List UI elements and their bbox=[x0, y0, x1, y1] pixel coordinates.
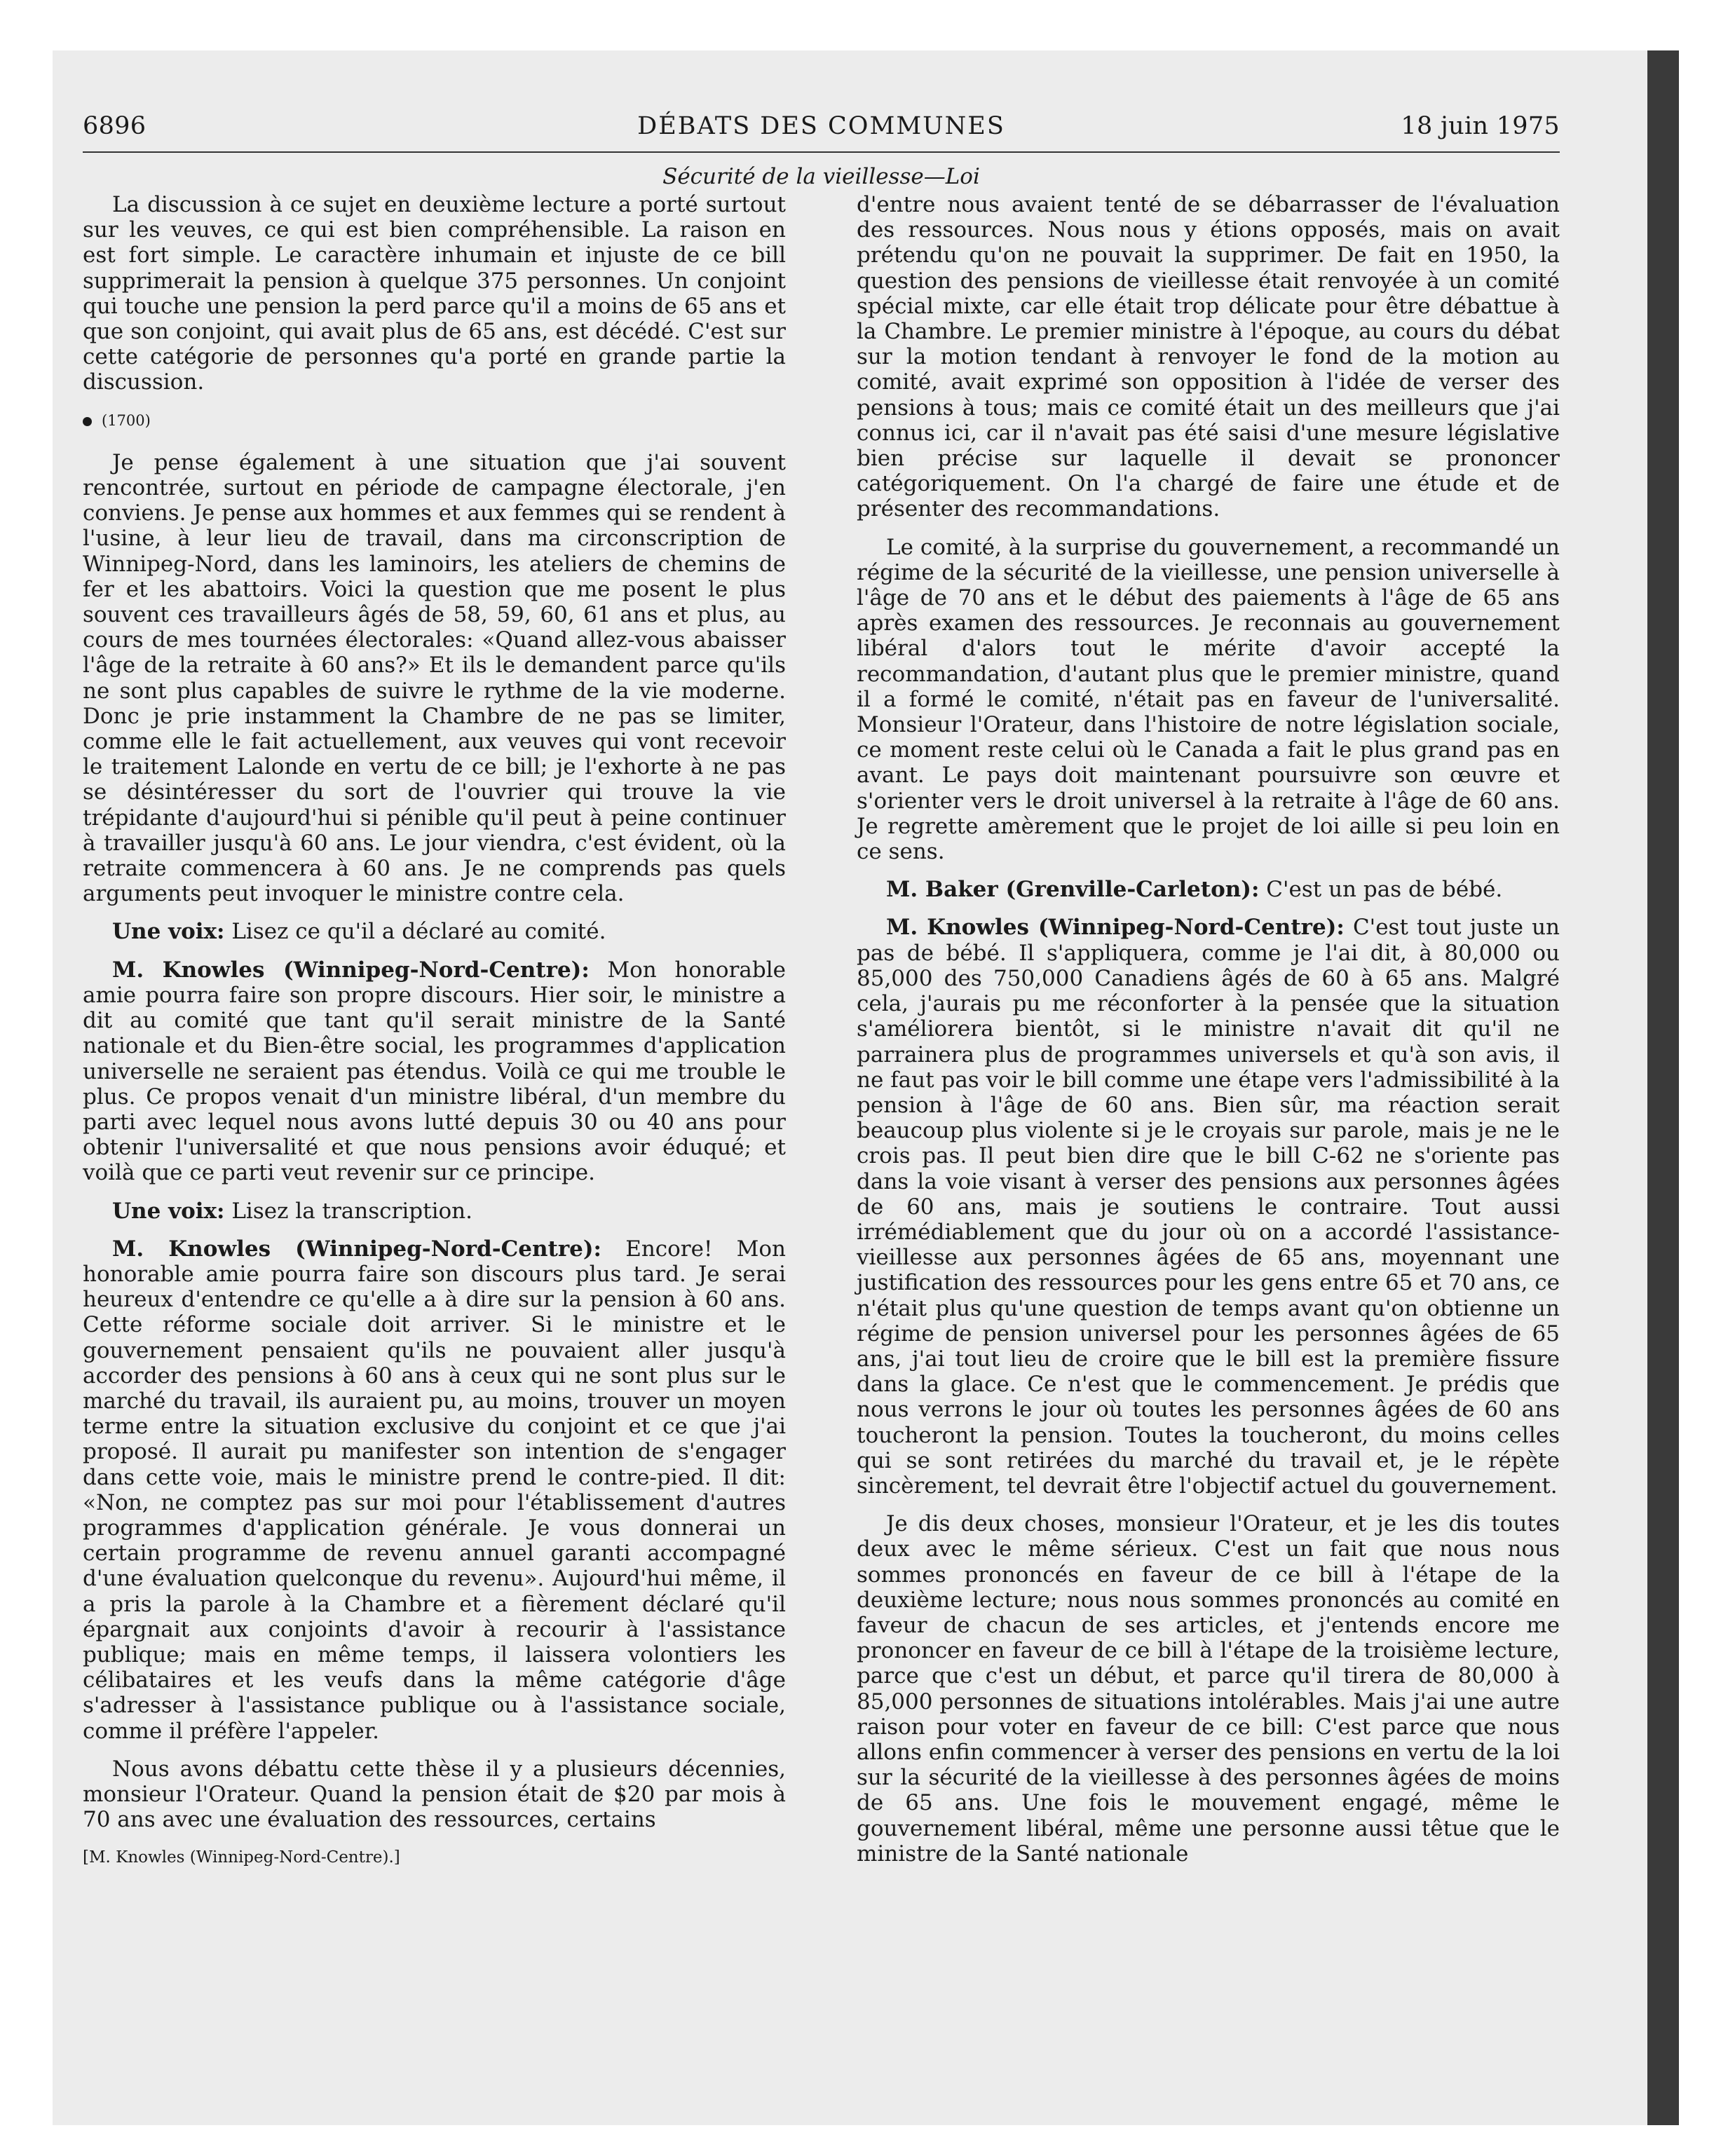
speech bbox=[83, 1236, 786, 1744]
speech-text: Encore! Mon honorable amie pourra faire son discours plus tard. Je serai heureux d'entendre ce qu'elle a à dire sur la pension à 60 ans. Cette réforme sociale doit arriver. Si le ministre et le gouvernement pensaient qu'ils ne pouvaient aller jusqu'à accorder des pensions à 60 ans à ceux qui ne sont plus sur le marché du travail, ils auraient pu, au moins, trouver un moyen terme entre la situation exclusive du conjoint et ce que j'ai proposé. Il aurait pu manifester son intention de s'engager dans cette voie, mais le ministre prend le contre-pied. Il dit: «Non, ne comptez pas sur moi pour l'établissement d'autres programmes d'application générale. Je vous donnerai un certain programme de revenu annuel garanti accompagné d'une évaluation quelconque du revenu». Aujourd'hui même, il a pris la parole à la Chambre et a fièrement déclaré qu'il épargnait aux conjoints d'avoir à recourir à l'assistance publique; mais en même temps, il laissera volontiers les célibataires et les veufs dans la même catégorie d'âge s'adresser à l'assistance publique ou à l'assistance sociale, comme il préfère l'appeler. bbox=[83, 1236, 786, 1744]
section-subtitle: Sécurité de la vieillesse—Loi bbox=[662, 164, 980, 189]
speech-text: Lisez la transcription. bbox=[231, 1198, 472, 1224]
speech bbox=[83, 919, 786, 944]
speech-text: Mon honorable amie pourra faire son propre discours. Hier soir, le ministre a dit au comité que tant qu'il serait ministre de la Santé nationale et du Bien-être social, les programmes d'application universelle ne seraient pas étendus. Voilà ce qui me trouble le plus. Ce propos venait d'un ministre libéral, d'un membre du parti avec lequel nous avons lutté depuis 30 ou 40 ans pour obtenir l'universalité et que nous pensions avoir éduqué; et voilà que ce parti veut revenir sur ce principe. bbox=[83, 957, 786, 1186]
paragraph: d'entre nous avaient tenté de se débarrasser de l'évaluation des ressources. Nous nous y étions opposés, mais on avait prétendu qu'on ne pouvait la supprimer. De fait en 1950, la question des pensions de vieillesse était renvoyée à un comité spécial mixte, car elle était trop délicate pour être débattue à la Chambre. Le premier ministre à l'époque, au cours du débat sur la motion tendant à renvoyer le fond de la motion au comité, avait exprimé son opposition à l'idée de verser des pensions à tous; mais ce comité était un des meilleurs que j'ai connus ici, car il n'avait pas été saisi d'une mesure législative bien précise sur laquelle il devait se prononcer catégoriquement. On l'a chargé de faire une étude et de présenter des recommandations. bbox=[857, 192, 1560, 522]
header-date: 18 juin 1975 bbox=[1401, 112, 1560, 140]
speaker-name: M. Knowles (Winnipeg-Nord-Centre): bbox=[112, 957, 590, 983]
speech bbox=[83, 1199, 786, 1224]
paragraph: Le comité, à la surprise du gouvernement, a recommandé un régime de la sécurité de la vieillesse, une pension universelle à l'âge de 70 ans et le début des paiements à l'âge de 65 ans après examen des ressources. Je reconnais au gouvernement libéral d'alors tout le mérite d'avoir accepté la recommandation, d'autant plus que le premier ministre, quand il a formé le comité, n'était pas en faveur de l'universalité. Monsieur l'Orateur, dans l'histoire de notre législation sociale, ce moment reste celui où le Canada a fait le plus grand pas en avant. Le pays doit maintenant poursuivre son œuvre et s'orienter vers le droit universel à la retraite à l'âge de 60 ans. Je regrette amèrement que le projet de loi aille si peu loin en ce sens. bbox=[857, 534, 1560, 865]
speaker-name: M. Knowles (Winnipeg-Nord-Centre): bbox=[886, 915, 1345, 941]
speech bbox=[83, 957, 786, 1186]
speaker-footnote: [M. Knowles (Winnipeg-Nord-Centre).] bbox=[83, 1848, 400, 1867]
speech bbox=[857, 877, 1560, 902]
running-header bbox=[83, 112, 1560, 149]
document-content bbox=[83, 112, 1560, 1879]
paragraph: La discussion à ce sujet en deuxième lecture a porté surtout sur les veuves, ce qui est bien compréhensible. La raison en est fort simple. Le caractère inhumain et injuste de ce bill supprimerait la pension à quelque 375 personnes. Un conjoint qui touche une pension la perd parce qu'il a moins de 65 ans et que son conjoint, qui avait plus de 65 ans, est décédé. C'est sur cette catégorie de personnes qu'a porté en grande partie la discussion. bbox=[83, 192, 786, 395]
paragraph: Nous avons débattu cette thèse il y a plusieurs décennies, monsieur l'Orateur. Quand la pension était de $20 par mois à 70 ans avec une évaluation des ressources, certains bbox=[83, 1756, 786, 1833]
paragraph: Je dis deux choses, monsieur l'Orateur, et je les dis toutes deux avec le même sérieux. C'est un fait que nous nous sommes prononcés en faveur de ce bill à l'étape de la deuxième lecture; nous nous sommes prononcés au comité en faveur de chacun de ses articles, et j'entends encore me prononcer en faveur de ce bill à l'étape de la troisième lecture, parce que c'est un début, et parce qu'il tirera de 80,000 à 85,000 personnes de situations intolérables. Mais j'ai une autre raison pour voter en faveur de ce bill: C'est parce que nous allons enfin commencer à verser des pensions en vertu de la loi sur la sécurité de la vieillesse à des personnes âgées de moins de 65 ans. Une fois le mouvement engagé, même le gouvernement libéral, même une personne aussi têtue que le ministre de la Santé nationale bbox=[857, 1511, 1560, 1867]
two-column-body bbox=[83, 192, 1560, 1879]
speech bbox=[857, 915, 1560, 1499]
header-rule bbox=[83, 151, 1560, 153]
left-column bbox=[83, 192, 786, 1879]
speech-text: Lisez ce qu'il a déclaré au comité. bbox=[231, 919, 606, 945]
bullet-dot-icon bbox=[83, 417, 92, 426]
page-number: 6896 bbox=[83, 112, 147, 140]
time-marker-text: (1700) bbox=[102, 411, 151, 429]
speech-text: C'est un pas de bébé. bbox=[1266, 877, 1503, 903]
speaker-name: M. Baker (Grenville-Carleton): bbox=[886, 877, 1260, 903]
paragraph: Je pense également à une situation que j'ai souvent rencontrée, surtout en période de campagne électorale, j'en conviens. Je pense aux hommes et aux femmes qui se rendent à l'usine, à leur lieu de travail, dans ma circonscription de Winnipeg-Nord, dans les laminoirs, les ateliers de chemins de fer et les abattoirs. Voici la question que me posent le plus souvent ces travailleurs âgés de 58, 59, 60, 61 ans et plus, au cours de mes tournées électorales: «Quand allez-vous abaisser l'âge de la retraite à 60 ans?» Et ils le demandent parce qu'ils ne sont plus capables de suivre le rythme de la vie moderne. Donc je prie instamment la Chambre de ne pas se limiter, comme elle le fait actuellement, aux veuves qui vont recevoir le traitement Lalonde en vertu de ce bill; je l'exhorte à ne pas se désintéresser du sort de l'ouvrier qui trouve la vie trépidante d'aujourd'hui si pénible qu'il peut à peine continuer à travailler jusqu'à 60 ans. Le jour viendra, c'est évident, où la retraite commencera à 60 ans. Je ne comprends pas quels arguments peut invoquer le ministre contre cela. bbox=[83, 449, 786, 907]
speaker-name: M. Knowles (Winnipeg-Nord-Centre): bbox=[112, 1236, 601, 1262]
time-marker bbox=[83, 408, 786, 433]
page-edge-shadow bbox=[1647, 50, 1679, 2125]
speaker-name: Une voix: bbox=[112, 919, 225, 945]
speech-text: C'est tout juste un pas de bébé. Il s'appliquera, comme je l'ai dit, à 80,000 ou 85,000 des 750,000 Canadiens âgés de 60 à 65 ans. Malgré cela, j'aurais pu me réconforter à la pensée que la situation s'améliorera bientôt, si le ministre n'avait dit qu'il ne parrainera plus de programmes universels et qu'à son avis, il ne faut pas voir le bill comme une étape vers l'admissibilité à la pension à l'âge de 60 ans. Bien sûr, ma réaction serait beaucoup plus violente si je le croyais sur parole, mais je ne le crois pas. Il peut bien dire que le bill C-62 ne s'oriente pas dans la voie visant à verser des pensions aux personnes âgées de 60 ans, mais je soutiens le contraire. Tout aussi irrémédiablement que du jour où on a accordé l'assistance-vieillesse aux personnes âgées de 65 ans, moyennant une justification des ressources pour les gens entre 65 et 70 ans, ce n'était plus qu'une question de temps avant qu'on obtienne un régime de pension universel pour les personnes âgées de 65 ans, j'ai tout lieu de croire que le bill est la première fissure dans la glace. Ce n'est que le commencement. Je prédis que nous verrons le jour où toutes les personnes âgées de 60 ans toucheront la pension. Toutes la toucheront, du moins celles qui se sont retirées du marché du travail et, je le répète sincèrement, tel devrait être l'objectif actuel du gouvernement. bbox=[857, 915, 1560, 1499]
journal-title: DÉBATS DES COMMUNES bbox=[637, 112, 1005, 140]
speaker-name: Une voix: bbox=[112, 1198, 225, 1224]
right-column bbox=[857, 192, 1560, 1879]
